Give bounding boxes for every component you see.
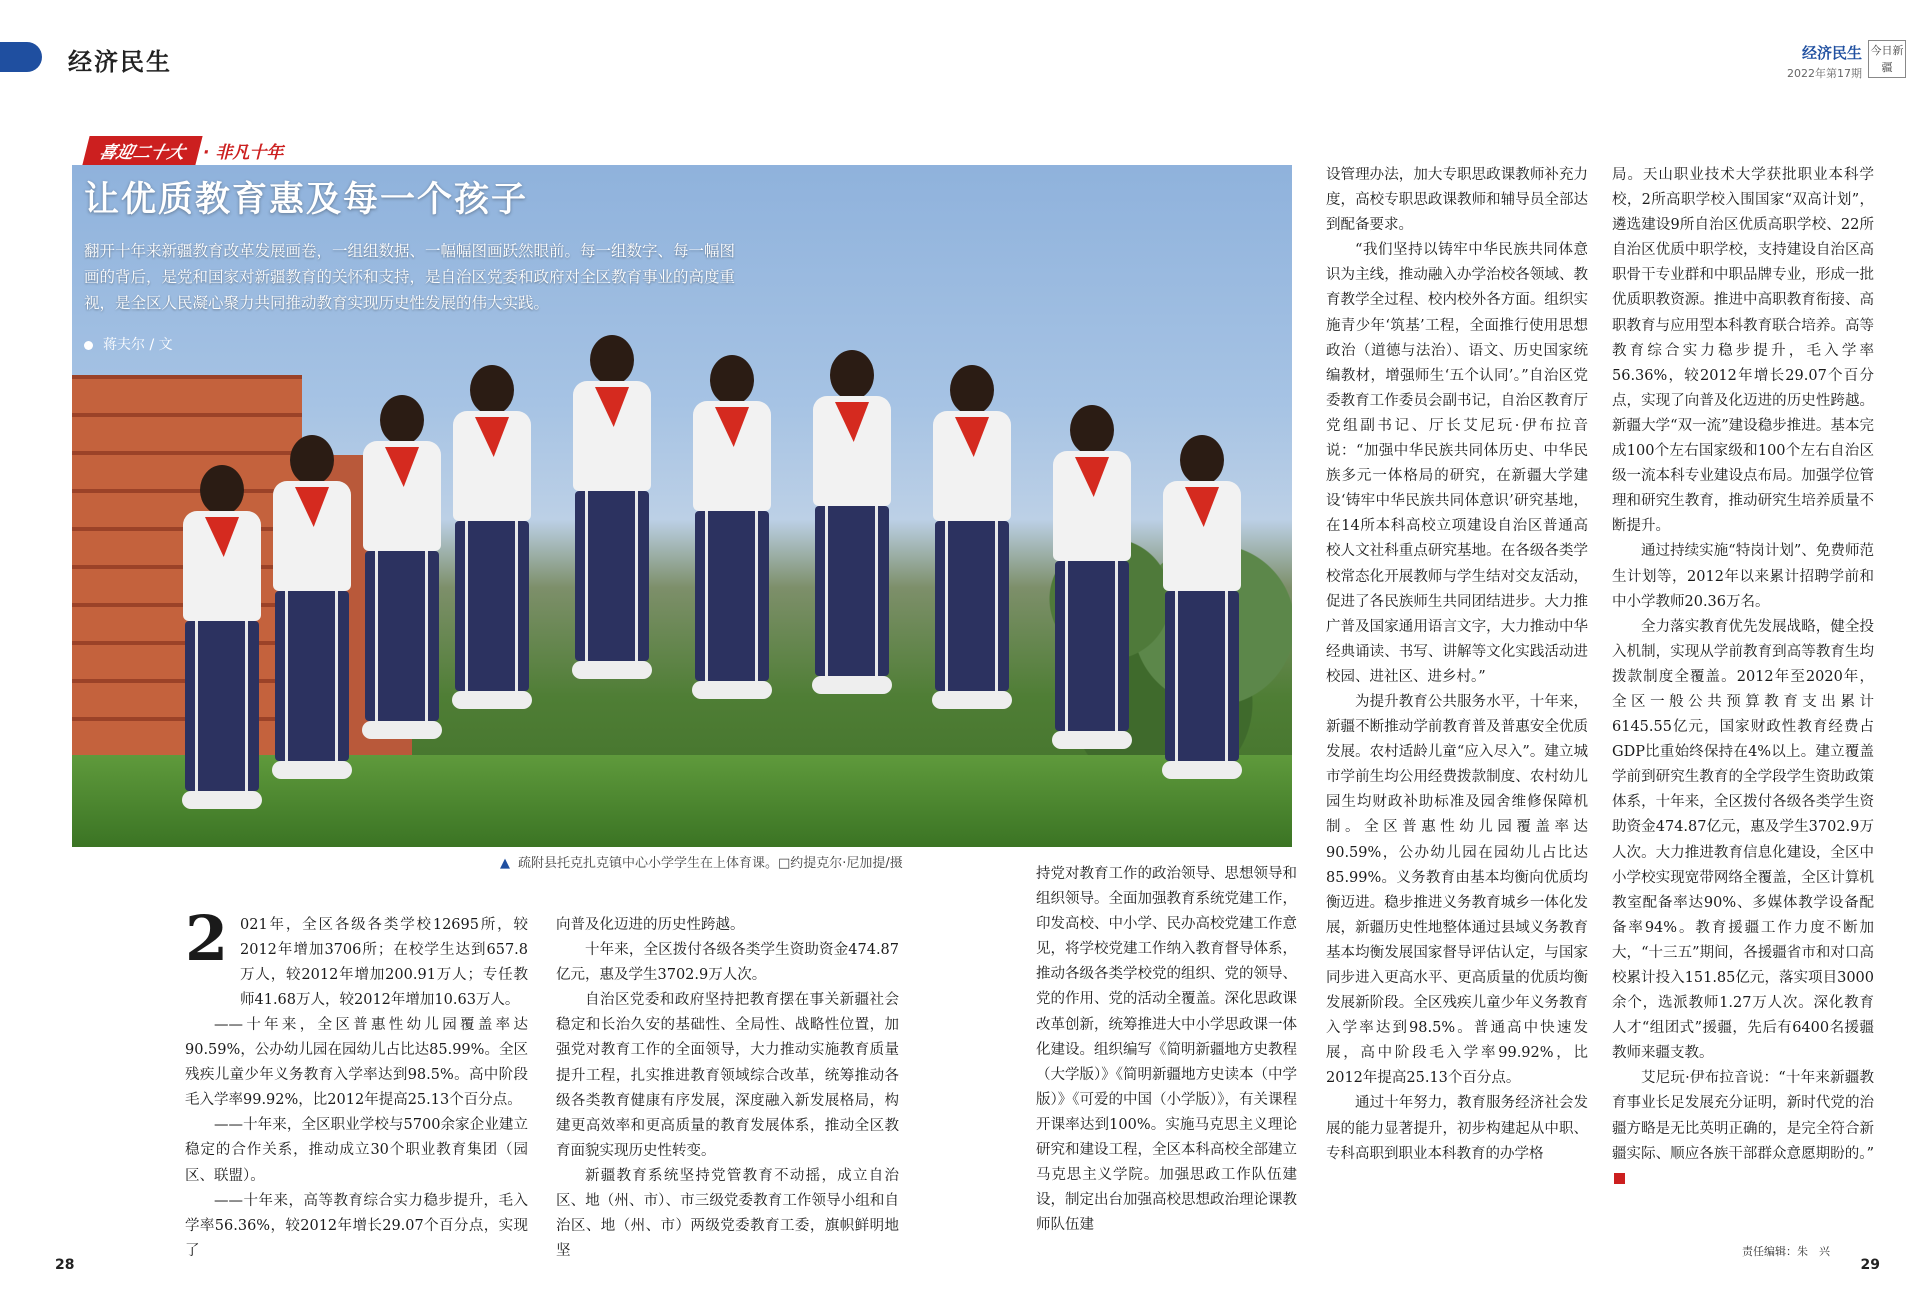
series-ribbon <box>86 136 283 164</box>
photo-caption-text: 疏附县托克扎克镇中心小学学生在上体育课。□约提克尔·尼加提/摄 <box>518 856 903 871</box>
paragraph: 通过持续实施“特岗计划”、免费师范生计划等，2012年以来累计招聘学前和中小学教师20.36万名。 <box>1612 543 1874 610</box>
article-title: 让优质教育惠及每一个孩子 <box>84 180 529 220</box>
paragraph: 十年来，全区拨付各级各类学生资助资金474.87亿元，惠及学生3702.9万人次。 <box>556 942 899 984</box>
paragraph: 全力落实教育优先发展战略，健全投入机制，实现从学前教育到高等教育生均拨款制度全覆盖。2012年至2020年，全区一般公共预算教育支出累计6145.55亿元，国家财政性教育经费占GDP比重始终保持在4%以上。建立覆盖学前到研究生教育的全学段学生资助政策体系，十年来，全区拨付各级各类学生资助资金474.87亿元，惠及学生3702.9万人次。大力推进教育信息化建设，全区中小学校实现宽带网络全覆盖，全区计算机教室配备率达90%、多媒体教学设备配备率94%。教育援疆工作力度不断加大，“十三五”期间，各援疆省市和对口高校累计投入151.85亿元，落实项目3000余个，选派教师1.27万人次。深化教育人才“组团式”援疆，先后有6400名援疆教师来疆支教。 <box>1612 618 1874 1062</box>
end-mark-icon <box>1614 1173 1625 1184</box>
magazine-logo: 今日新疆 <box>1868 40 1906 78</box>
page-number-right: 29 <box>1860 1257 1880 1273</box>
paragraph: 向普及化迈进的历史性跨越。 <box>556 917 745 933</box>
series-subtitle: · 非凡十年 <box>203 143 284 163</box>
closing-quote-text: 艾尼玩·伊布拉音说：“十年来新疆教育事业长足发展充分证明，新时代党的治疆方略是无比英明正确的，是完全符合新疆实际、顺应各族干部群众意愿期盼的。” <box>1612 1070 1874 1162</box>
article-column-4 <box>1326 163 1588 1167</box>
article-column-1 <box>185 1013 528 1264</box>
running-header-title: 经济民生 <box>1801 44 1862 62</box>
paragraph: 通过十年努力，教育服务经济社会发展的能力显著提升，初步构建起从中职、专科高职到职业本科教育的办学格 <box>1326 1095 1588 1162</box>
paragraph: 新疆教育系统坚持党管教育不动摇，成立自治区、地（州、市）、市三级党委教育工作领导小组和自治区、地（州、市）两级党委教育工委，旗帜鲜明地坚 <box>556 1167 899 1260</box>
section-tab-marker <box>0 42 42 72</box>
byline-text: 蒋夫尔 / 文 <box>103 337 173 353</box>
section-title: 经济民生 <box>68 47 172 76</box>
article-lede: 翻开十年来新疆教育改革发展画卷，一组组数据、一幅幅图画跃然眼前。每一组数字、每一幅图画的背后，是党和国家对新疆教育的关怀和支持，是自治区党委和政府对全区教育事业的高度重视，是全区人民凝心聚力共同推动教育实现历史性发展的伟大实践。 <box>84 242 736 312</box>
photo-student <box>572 335 652 679</box>
article-opening <box>240 913 528 1013</box>
caption-triangle-icon: ▲ <box>500 856 510 871</box>
paragraph: 为提升教育公共服务水平，十年来，新疆不断推动学前教育普及普惠安全优质发展。农村适龄儿童“应入尽入”。建立城市学前生均公用经费拨款制度、农村幼儿园生均财政补助标准及园舍维修保障机制。全区普惠性幼儿园覆盖率达90.59%，公办幼儿园在园幼儿占比达85.99%。义务教育由基本均衡向优质均衡迈进。稳步推进义务教育城乡一体化发展，新疆历史性地整体通过县域义务教育基本均衡发展国家督导评估认定，与国家同步进入更高水平、更高质量的优质均衡发展新阶段。全区残疾儿童少年义务教育入学率达到98.5%。普通高中快速发展，高中阶段毛入学率99.92%，比2012年提高25.13个百分点。 <box>1326 693 1588 1087</box>
photo-student <box>812 350 892 694</box>
page-number-left: 28 <box>55 1257 75 1273</box>
article-column-3 <box>1036 862 1297 1238</box>
issue-number: 2022年第17期 <box>1787 67 1862 80</box>
series-tag: 喜迎二十大 <box>82 136 202 165</box>
paragraph: ——十年来，全区普惠性幼儿园覆盖率达90.59%，公办幼儿园在园幼儿占比达85.99%。全区残疾儿童少年义务教育入学率达到98.5%。高中阶段毛入学率99.92%，比2012年提高25.13个百分点。 <box>185 1017 528 1109</box>
photo-student <box>362 395 442 739</box>
paragraph: 021年，全区各级各类学校12695所，较2012年增加3706所；在校学生达到657.8万人，较2012年增加200.91万人；专任教师41.68万人，较2012年增加10.63万人。 <box>240 917 528 1009</box>
photo-student <box>932 365 1012 709</box>
photo-student <box>182 465 262 809</box>
photo-student <box>272 435 352 779</box>
paragraph: ——十年来，全区职业学校与5700余家企业建立稳定的合作关系，推动成立30个职业教育集团（园区、联盟）。 <box>185 1117 528 1184</box>
photo-student <box>692 355 772 699</box>
bullet-dot-icon <box>84 341 93 350</box>
paragraph: ——十年来，高等教育综合实力稳步提升，毛入学率56.36%，较2012年增长29.07个百分点，实现了 <box>185 1192 528 1259</box>
photo-caption <box>500 852 903 871</box>
paragraph: 自治区党委和政府坚持把教育摆在事关新疆社会稳定和长治久安的基础性、全局性、战略性位置，加强党对教育工作的全面领导，大力推动实施教育质量提升工程，扎实推进教育领域综合改革，统筹推动各级各类教育健康有序发展，深度融入新发展格局，构建更高效率和更高质量的教育发展体系，推动全区教育面貌实现历史性转变。 <box>556 992 899 1159</box>
drop-cap: 2 <box>185 902 229 975</box>
article-column-5 <box>1612 163 1874 1192</box>
editor-credit: 责任编辑：朱 兴 <box>1742 1245 1830 1258</box>
photo-student <box>1052 405 1132 749</box>
paragraph: 持党对教育工作的政治领导、思想领导和组织领导。全面加强教育系统党建工作，印发高校、中小学、民办高校党建工作意见，将学校党建工作纳入教育督导体系，推动各级各类学校党的组织、党的领导、党的作用、党的活动全覆盖。深化思政课改革创新，统筹推进大中小学思政课一体化建设。组织编写《简明新疆地方史教程（大学版）》《简明新疆地方史读本（中学版）》《可爱的中国（小学版）》，有关课程开课率达到100%。实施马克思主义理论研究和建设工程，全区本科高校全部建立马克思主义学院。加强思政工作队伍建设，制定出台加强高校思想政治理论课教师队伍建 <box>1036 866 1297 1234</box>
paragraph <box>1612 1066 1874 1191</box>
byline <box>84 334 173 354</box>
running-header <box>1787 42 1862 81</box>
photo-student <box>452 365 532 709</box>
paragraph: 局。天山职业技术大学获批职业本科学校，2所高职学校入围国家“双高计划”，遴选建设9所自治区优质高职学校、22所自治区优质中职学校，支持建设自治区高职骨干专业群和中职品牌专业，形成一批优质职教资源。推进中高职教育衔接、高职教育与应用型本科教育联合培养。高等教育综合实力稳步提升，毛入学率56.36%，较2012年增长29.07个百分点，实现了向普及化迈进的历史性跨越。新疆大学“双一流”建设稳步推进。基本完成100个左右国家级和100个左右自治区级一流本科专业建设点布局。加强学位管理和研究生教育，推动研究生培养质量不断提升。 <box>1612 167 1874 535</box>
article-column-2 <box>556 913 899 1264</box>
paragraph: “我们坚持以铸牢中华民族共同体意识为主线，推动融入办学治校各领域、教育教学全过程、校内校外各方面。组织实施青少年‘筑基’工程，全面推行使用思想政治（道德与法治）、语文、历史国家统编教材，增强师生‘五个认同’。”自治区党委教育工作委员会副书记，自治区教育厅党组副书记、厅长艾尼玩·伊布拉音说：“加强中华民族共同体历史、中华民族多元一体格局的研究，在新疆大学建设‘铸牢中华民族共同体意识’研究基地，在14所本科高校立项建设自治区普通高校人文社科重点研究基地。在各级各类学校常态化开展教师与学生结对交友活动，促进了各民族师生共同团结进步。大力推广普及国家通用语言文字，大力推动中华经典诵读、书写、讲解等文化实践活动进校园、进社区、进乡村。” <box>1326 242 1588 685</box>
paragraph: 设管理办法，加大专职思政课教师补充力度，高校专职思政课教师和辅导员全部达到配备要求。 <box>1326 167 1588 234</box>
photo-student <box>1162 435 1242 779</box>
